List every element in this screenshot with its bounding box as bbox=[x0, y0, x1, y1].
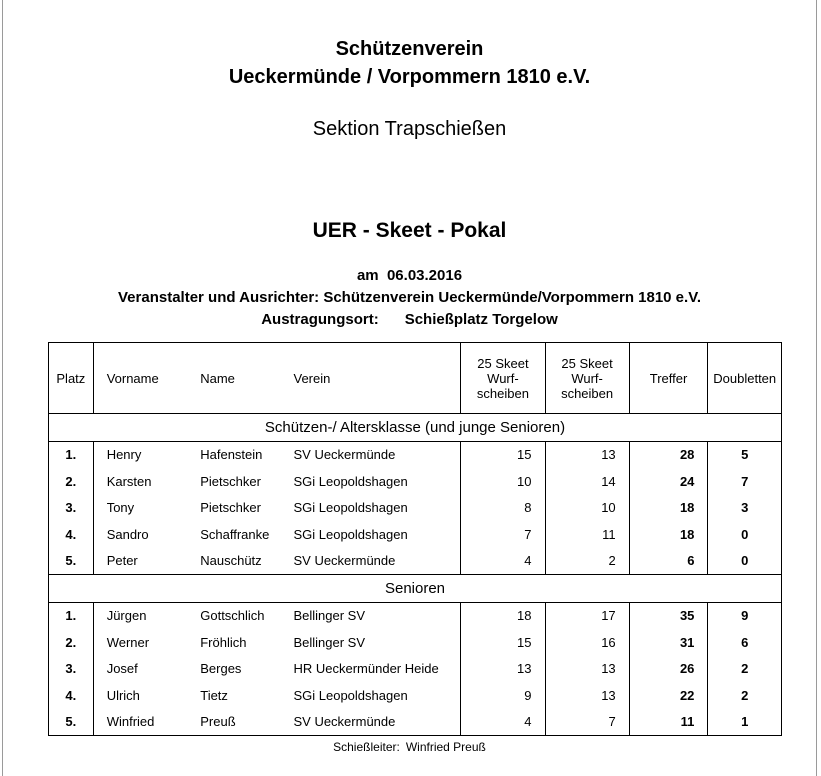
cell-skeet-1: 8 bbox=[461, 495, 545, 522]
table-header-row bbox=[49, 343, 782, 414]
cell-platz: 2. bbox=[49, 468, 94, 495]
col-header-verein: Verein bbox=[293, 343, 460, 414]
cell-skeet-1: 4 bbox=[461, 709, 545, 736]
cell-treffer: 18 bbox=[629, 521, 708, 548]
cell-skeet-1: 10 bbox=[461, 468, 545, 495]
cell-platz: 3. bbox=[49, 495, 94, 522]
cell-skeet-1: 9 bbox=[461, 682, 545, 709]
table-row bbox=[49, 468, 782, 495]
cell-platz: 5. bbox=[49, 709, 94, 736]
cell-skeet-1: 15 bbox=[461, 441, 545, 468]
cell-skeet-2: 2 bbox=[545, 548, 629, 575]
cell-platz: 1. bbox=[49, 441, 94, 468]
cell-name: Fröhlich bbox=[200, 634, 247, 650]
cell-verein: SV Ueckermünde bbox=[293, 709, 460, 736]
cell-skeet-2: 16 bbox=[545, 629, 629, 656]
cell-platz: 5. bbox=[49, 548, 94, 575]
venue-value: Schießplatz Torgelow bbox=[404, 311, 558, 328]
club-name-line2: Ueckermünde / Vorpommern 1810 e.V. bbox=[228, 66, 591, 88]
cell-treffer: 28 bbox=[629, 441, 708, 468]
cell-skeet-1: 13 bbox=[461, 656, 545, 683]
cell-platz: 2. bbox=[49, 629, 94, 656]
cell-treffer: 6 bbox=[629, 548, 708, 575]
cell-name: Preuß bbox=[200, 709, 293, 736]
cell-treffer: 11 bbox=[629, 709, 708, 736]
cell-name: Schaffranke bbox=[200, 526, 270, 542]
cell-skeet-1: 4 bbox=[461, 548, 545, 575]
venue-line bbox=[3, 311, 816, 328]
cell-platz: 1. bbox=[49, 602, 94, 629]
cell-vorname: Jürgen bbox=[106, 608, 147, 624]
date-label: am bbox=[356, 267, 379, 284]
table-row bbox=[49, 709, 782, 736]
cell-verein: SV Ueckermünde bbox=[293, 447, 396, 463]
cell-skeet-2: 13 bbox=[545, 656, 629, 683]
cell-doubletten: 3 bbox=[708, 495, 782, 522]
cell-vorname: Peter bbox=[93, 548, 200, 575]
cell-skeet-1: 18 bbox=[461, 602, 545, 629]
cell-name: Hafenstein bbox=[200, 447, 263, 463]
cell-verein: Bellinger SV bbox=[293, 634, 366, 650]
cell-skeet-2: 10 bbox=[545, 495, 629, 522]
table-row bbox=[49, 656, 782, 683]
results-body bbox=[49, 414, 782, 736]
cell-name: Pietschker bbox=[200, 473, 261, 489]
cell-treffer: 22 bbox=[629, 682, 708, 709]
group-header-row bbox=[49, 414, 782, 442]
cell-treffer: 24 bbox=[629, 468, 708, 495]
cell-doubletten: 2 bbox=[708, 682, 782, 709]
cell-name: Pietschker bbox=[200, 500, 261, 516]
club-name-line1: Schützenverein bbox=[335, 38, 484, 60]
table-row bbox=[49, 629, 782, 656]
table-row bbox=[49, 495, 782, 522]
cell-verein: SV Ueckermünde bbox=[293, 548, 460, 575]
cell-verein: HR Ueckermünder Heide bbox=[293, 661, 439, 677]
col-header-skeet-1: 25 Skeet Wurf- scheiben bbox=[461, 343, 545, 414]
range-officer-name: Winfried Preuß bbox=[405, 740, 486, 754]
col-header-vorname: Vorname bbox=[93, 343, 200, 414]
group-header-row bbox=[49, 575, 782, 603]
cell-name: Gottschlich bbox=[200, 608, 265, 624]
col-header-name: Name bbox=[200, 343, 293, 414]
cell-treffer: 35 bbox=[629, 602, 708, 629]
cell-verein: SGi Leopoldshagen bbox=[293, 473, 408, 489]
cell-skeet-1: 7 bbox=[461, 521, 545, 548]
table-row bbox=[49, 521, 782, 548]
cell-name: Nauschütz bbox=[200, 548, 293, 575]
col-header-platz: Platz bbox=[49, 343, 94, 414]
col-header-doubletten: Doubletten bbox=[708, 343, 782, 414]
group-label: Senioren bbox=[49, 575, 782, 603]
cell-doubletten: 0 bbox=[708, 521, 782, 548]
cell-doubletten: 5 bbox=[708, 441, 782, 468]
cell-platz: 4. bbox=[49, 682, 94, 709]
section-title: Sektion Trapschießen bbox=[312, 118, 507, 140]
cell-treffer: 26 bbox=[629, 656, 708, 683]
range-officer-line bbox=[3, 740, 816, 754]
cell-doubletten: 2 bbox=[708, 656, 782, 683]
cell-vorname: Josef bbox=[106, 661, 138, 677]
range-officer-label: Schießleiter: bbox=[333, 740, 400, 754]
cell-skeet-2: 14 bbox=[545, 468, 629, 495]
cell-vorname: Karsten bbox=[106, 473, 152, 489]
cell-verein: SGi Leopoldshagen bbox=[293, 500, 408, 516]
cell-name: Tietz bbox=[200, 687, 228, 703]
cell-doubletten: 1 bbox=[708, 709, 782, 736]
organizer-line: Veranstalter und Ausrichter: Schützenverein Ueckermünde/Vorpommern 1810 e.V. bbox=[118, 289, 701, 306]
col-header-treffer: Treffer bbox=[629, 343, 708, 414]
col-header-skeet-2: 25 Skeet Wurf- scheiben bbox=[545, 343, 629, 414]
cell-vorname: Tony bbox=[106, 500, 135, 516]
cell-name: Berges bbox=[200, 661, 242, 677]
cell-skeet-2: 7 bbox=[545, 709, 629, 736]
cell-skeet-1: 15 bbox=[461, 629, 545, 656]
group-label: Schützen-/ Altersklasse (und junge Senioren) bbox=[49, 414, 782, 442]
cell-platz: 3. bbox=[49, 656, 94, 683]
cell-skeet-2: 13 bbox=[545, 441, 629, 468]
cell-skeet-2: 13 bbox=[545, 682, 629, 709]
cell-vorname: Winfried bbox=[93, 709, 200, 736]
cell-skeet-2: 11 bbox=[545, 521, 629, 548]
cell-doubletten: 7 bbox=[708, 468, 782, 495]
venue-label: Austragungsort: bbox=[261, 311, 379, 328]
cell-vorname: Ulrich bbox=[106, 687, 140, 703]
cell-doubletten: 9 bbox=[708, 602, 782, 629]
cell-vorname: Henry bbox=[106, 447, 142, 463]
cell-doubletten: 0 bbox=[708, 548, 782, 575]
cell-treffer: 18 bbox=[629, 495, 708, 522]
table-row bbox=[49, 548, 782, 575]
table-row bbox=[49, 602, 782, 629]
event-title: UER - Skeet - Pokal bbox=[312, 219, 507, 242]
results-table bbox=[48, 342, 782, 736]
cell-verein: Bellinger SV bbox=[293, 608, 366, 624]
event-date bbox=[3, 267, 816, 284]
cell-skeet-2: 17 bbox=[545, 602, 629, 629]
date-value: 06.03.2016 bbox=[386, 267, 463, 284]
cell-vorname: Sandro bbox=[106, 526, 149, 542]
table-row bbox=[49, 682, 782, 709]
cell-treffer: 31 bbox=[629, 629, 708, 656]
cell-verein: SGi Leopoldshagen bbox=[293, 687, 408, 703]
cell-doubletten: 6 bbox=[708, 629, 782, 656]
cell-vorname: Werner bbox=[106, 634, 150, 650]
table-row bbox=[49, 441, 782, 468]
cell-platz: 4. bbox=[49, 521, 94, 548]
cell-verein: SGi Leopoldshagen bbox=[293, 526, 408, 542]
document-page bbox=[2, 0, 817, 776]
